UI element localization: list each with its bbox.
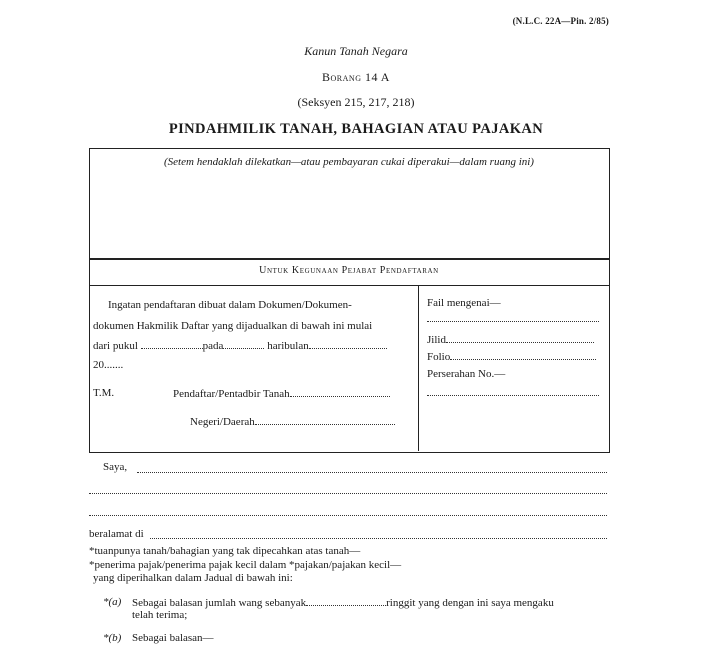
owner-line: *tuanpunya tanah/bahagian yang tak dipecahkan atas tanah— [89, 545, 361, 557]
folio-field[interactable] [450, 350, 596, 360]
registrar-label: Pendaftar/Pentadbir Tanah [173, 388, 290, 400]
month-field[interactable] [309, 339, 387, 349]
saya-label: Saya, [103, 461, 128, 473]
state-label: Negeri/Daerah [190, 416, 255, 428]
address-field[interactable] [150, 538, 607, 539]
act-name: Kanun Tanah Negara [304, 44, 408, 58]
registry-heading: Untuk Kegunaan Pejabat Pendaftaran [259, 265, 439, 276]
form-number-text: Borang 14 A [322, 70, 390, 84]
name-field[interactable] [137, 472, 607, 473]
pada-label: pada [202, 340, 224, 352]
registry-column-divider [418, 285, 419, 451]
haribulan-label: haribulan [267, 340, 309, 352]
folio-line [427, 350, 596, 363]
sections-reference: (Seksyen 215, 217, 218) [297, 95, 415, 109]
dari-pukul-label: dari pukul [93, 340, 138, 352]
clause-a-label: *(a) [103, 596, 122, 608]
registry-time-line [93, 339, 387, 352]
clause-a-text-3: telah terima; [132, 609, 188, 621]
folio-label: Folio [427, 351, 451, 363]
jilid-line [427, 333, 594, 346]
registry-line-2: dokumen Hakmilik Daftar yang dijadualkan di bawah ini mulai [93, 320, 373, 332]
clause-a-line-1 [132, 596, 554, 609]
registry-divider [89, 285, 610, 286]
clause-a-text-1: Sebagai balasan jumlah wang sebanyak [132, 597, 307, 609]
file-label: Fail mengenai— [427, 297, 501, 309]
tm-label: T.M. [93, 387, 115, 399]
state-line [190, 415, 395, 428]
clause-b-label: *(b) [103, 632, 122, 644]
clause-b-text: Sebagai balasan— [132, 632, 214, 644]
registry-line-1: Ingatan pendaftaran dibuat dalam Dokumen/Dokumen- [108, 299, 352, 311]
year-field[interactable]: 20....... [93, 359, 124, 371]
page-title: PINDAHMILIK TANAH, BAHAGIAN ATAU PAJAKAN [168, 121, 544, 137]
name-field-3[interactable] [89, 515, 607, 516]
clause-a-text-2: ringgit yang dengan ini saya mengaku [386, 597, 554, 609]
beralamat-label: beralamat di [89, 528, 144, 540]
form-number [0, 70, 712, 85]
stamp-note: (Setem hendaklah dilekatkan—atau pembayaran cukai diperakui—dalam ruang ini) [164, 156, 534, 168]
name-field-2[interactable] [89, 493, 607, 494]
form-reference: (N.L.C. 22A—Pin. 2/85) [512, 16, 609, 26]
perserahan-label: Perserahan No.— [427, 368, 506, 380]
lessee-line-2: yang diperihalkan dalam Jadual di bawah ini: [93, 572, 293, 584]
registrar-line [173, 387, 390, 400]
file-field[interactable] [427, 321, 599, 322]
perserahan-field[interactable] [427, 395, 599, 396]
day-field[interactable] [223, 339, 264, 349]
state-field[interactable] [255, 415, 395, 425]
time-field[interactable] [141, 339, 203, 349]
jilid-field[interactable] [446, 333, 594, 343]
amount-field[interactable] [306, 596, 386, 606]
jilid-label: Jilid [427, 334, 446, 346]
registrar-signature-field[interactable] [290, 387, 390, 397]
lessee-line-1: *penerima pajak/penerima pajak kecil dalam *pajakan/pajakan kecil— [89, 559, 402, 571]
